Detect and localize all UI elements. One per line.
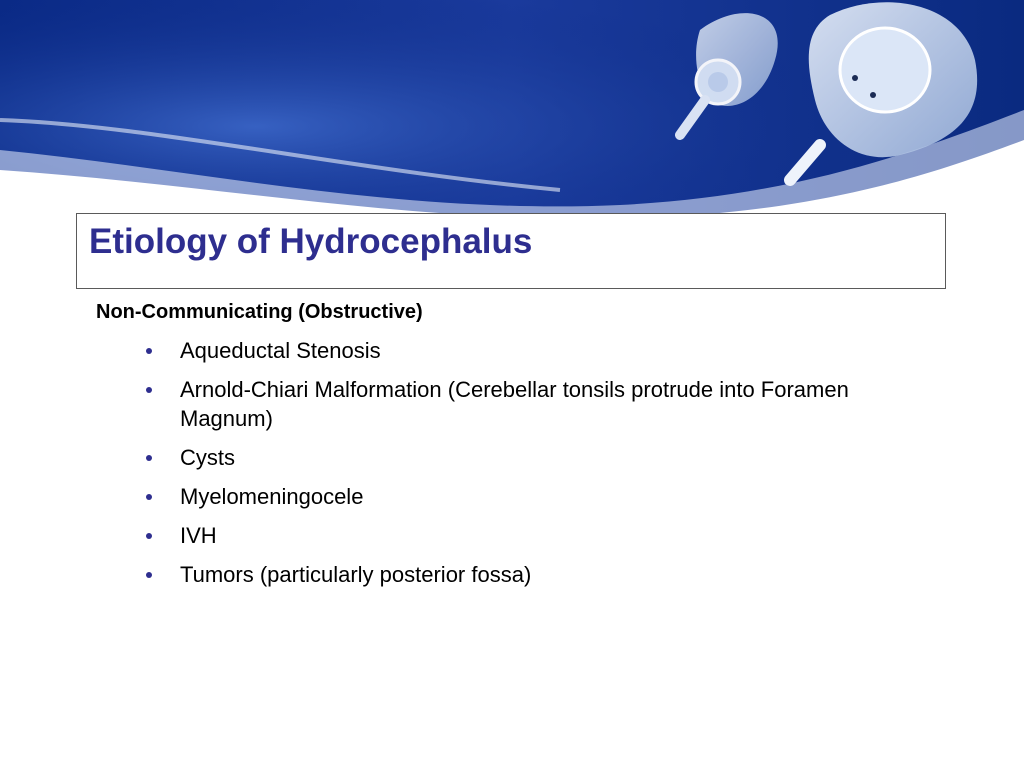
bullet-text: IVH bbox=[180, 523, 217, 548]
list-item bbox=[96, 560, 926, 589]
slide-title: Etiology of Hydrocephalus bbox=[89, 222, 533, 261]
bullet-text: Aqueductal Stenosis bbox=[180, 338, 381, 363]
list-item bbox=[96, 336, 926, 365]
bullet-text: Myelomeningocele bbox=[180, 484, 364, 509]
title-box bbox=[76, 213, 946, 289]
bullet-icon bbox=[146, 387, 152, 393]
bullet-icon bbox=[146, 455, 152, 461]
bullet-text: Arnold-Chiari Malformation (Cerebellar tonsils protrude into Foramen Magnum) bbox=[180, 377, 849, 431]
list-item bbox=[96, 443, 926, 472]
list-item bbox=[96, 482, 926, 511]
list-item bbox=[96, 375, 926, 433]
bullet-icon bbox=[146, 533, 152, 539]
slide-content bbox=[96, 298, 926, 599]
banner-image bbox=[0, 0, 1024, 230]
bullet-text: Cysts bbox=[180, 445, 235, 470]
bullet-icon bbox=[146, 572, 152, 578]
bullet-text: Tumors (particularly posterior fossa) bbox=[180, 562, 532, 587]
bullet-icon bbox=[146, 348, 152, 354]
bullet-icon bbox=[146, 494, 152, 500]
bullet-list bbox=[96, 336, 926, 589]
subheading: Non-Communicating (Obstructive) bbox=[96, 301, 423, 323]
list-item bbox=[96, 521, 926, 550]
